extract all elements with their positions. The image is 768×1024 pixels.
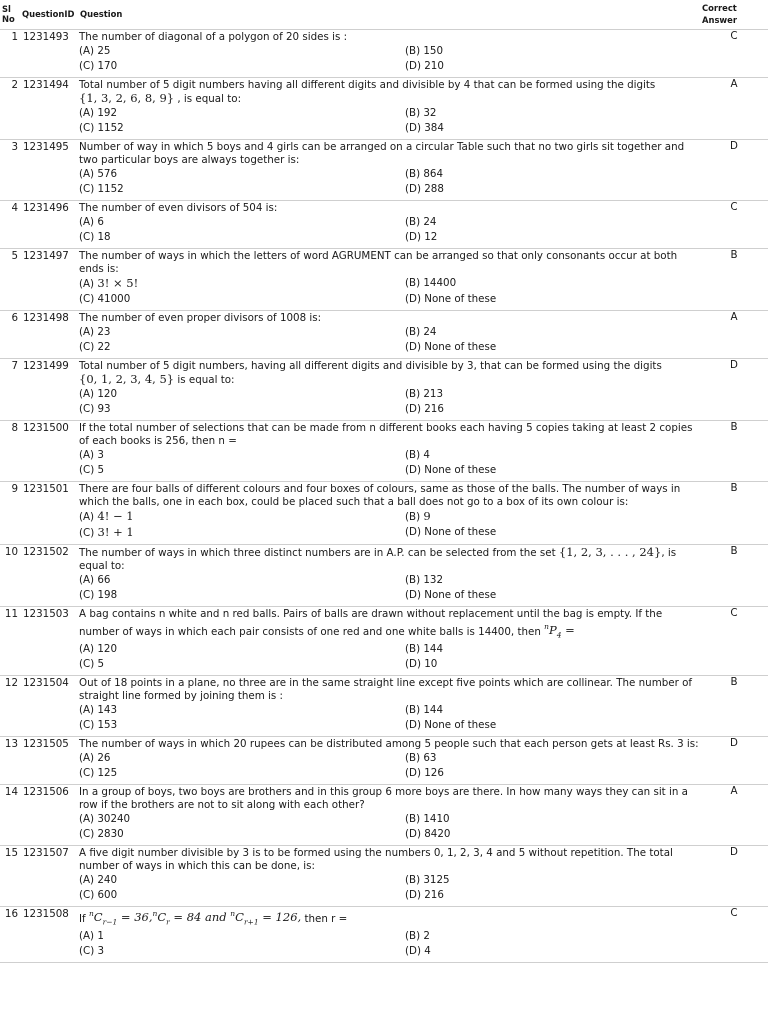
option-a-math: 4! − 1 <box>97 508 134 523</box>
correct-answer: A <box>700 77 768 139</box>
option-d: (D) 288 <box>405 183 444 195</box>
question-text-prefix: If <box>79 912 86 925</box>
option-a: (A) 576 <box>79 167 118 180</box>
option-a: (A) 25 <box>79 44 111 57</box>
question-text-main: The number of ways in which three distinct numbers are in A.P. can be selected from the set <box>79 546 556 559</box>
option-a-label: (A) <box>79 510 95 523</box>
option-d: (D) None of these <box>405 719 497 732</box>
serial-number: 1 <box>0 29 20 77</box>
question-text: Total number of 5 digit numbers having all different digits and divisible by 4 that can be formed using the digits <box>79 78 656 91</box>
question-row <box>0 358 768 420</box>
question-text-line2 <box>79 92 700 106</box>
question-text-tail: , is equal to: <box>174 92 242 105</box>
option-b: (B) 24 <box>405 215 437 228</box>
option-d: (D) 10 <box>405 658 438 671</box>
digit-set: {0, 1, 2, 3, 4, 5} <box>79 371 175 386</box>
option-d: (D) 216 <box>405 889 444 902</box>
options <box>79 812 700 843</box>
option-d: (D) None of these <box>405 341 497 353</box>
question-text: Number of way in which 5 boys and 4 girls can be arranged on a circular Table such that no two girls sit together and two particular boys are always together is: <box>79 140 685 166</box>
question-cell <box>78 310 700 358</box>
question-row <box>0 736 768 784</box>
serial-number: 10 <box>0 544 20 606</box>
serial-number: 15 <box>0 845 20 906</box>
question-cell <box>78 736 700 784</box>
question-id: 1231500 <box>20 420 78 481</box>
question-row <box>0 29 768 77</box>
option-a: (A) 30240 <box>79 812 131 825</box>
option-a: (A) 240 <box>79 873 118 886</box>
serial-number: 9 <box>0 481 20 544</box>
comb-3-val: = 126, <box>258 910 302 925</box>
serial-number: 2 <box>0 77 20 139</box>
serial-number: 16 <box>0 906 20 962</box>
option-b: (B) 150 <box>405 44 444 57</box>
correct-answer: B <box>700 481 768 544</box>
option-b-label: (B) <box>405 510 421 523</box>
option-d: (D) 126 <box>405 767 444 780</box>
header-sl-no: Sl No <box>0 0 20 29</box>
options <box>79 44 700 75</box>
question-id: 1231496 <box>20 200 78 248</box>
question-cell <box>78 845 700 906</box>
header-question: Question <box>78 0 700 29</box>
header-correct-line1: Correct <box>702 3 737 14</box>
question-text <box>79 608 700 642</box>
option-d: (D) 384 <box>405 122 444 134</box>
permutation-expr <box>544 622 575 640</box>
option-d: (D) 216 <box>405 403 444 415</box>
question-row <box>0 200 768 248</box>
question-id: 1231502 <box>20 544 78 606</box>
option-b: (B) 1410 <box>405 812 450 825</box>
question-text <box>79 546 700 573</box>
question-text: The number of even divisors of 504 is: <box>79 201 278 214</box>
options <box>79 573 700 604</box>
option-b-math: 9 <box>423 508 431 523</box>
correct-answer: D <box>700 845 768 906</box>
options <box>79 642 700 673</box>
serial-number: 5 <box>0 248 20 310</box>
option-c: (C) 153 <box>79 719 118 732</box>
question-id: 1231499 <box>20 358 78 420</box>
question-cell <box>78 420 700 481</box>
question-cell <box>78 200 700 248</box>
options <box>79 929 700 960</box>
option-a: (A) 120 <box>79 642 118 655</box>
serial-number: 14 <box>0 784 20 845</box>
options <box>79 703 700 734</box>
question-row <box>0 606 768 675</box>
question-cell <box>78 358 700 420</box>
question-id: 1231503 <box>20 606 78 675</box>
header-correct-line2: Answer <box>702 15 737 26</box>
question-cell <box>78 481 700 544</box>
options <box>79 751 700 782</box>
option-d: (D) 12 <box>405 231 438 243</box>
option-c: (C) 1152 <box>79 183 124 195</box>
options <box>79 167 700 198</box>
options <box>79 448 700 479</box>
question-cell <box>78 675 700 736</box>
question-id: 1231493 <box>20 29 78 77</box>
option-a: (A) 120 <box>79 387 118 400</box>
question-id: 1231504 <box>20 675 78 736</box>
option-c: (C) 3 <box>79 945 105 958</box>
option-c: (C) 600 <box>79 889 118 902</box>
question-id: 1231494 <box>20 77 78 139</box>
option-b: (B) 24 <box>405 325 437 338</box>
digit-set: {1, 3, 2, 6, 8, 9} <box>79 90 175 105</box>
correct-answer: C <box>700 29 768 77</box>
question-cell <box>78 29 700 77</box>
and-word: and <box>201 910 231 925</box>
option-c: (C) 18 <box>79 231 111 243</box>
question-text: The number of ways in which 20 rupees can be distributed among 5 people such that each person gets at least Rs. 3 is: <box>79 737 699 750</box>
correct-answer: C <box>700 200 768 248</box>
option-a-label: (A) <box>79 277 95 290</box>
option-b: (B) 864 <box>405 167 444 180</box>
question-cell <box>78 248 700 310</box>
option-c: (C) 41000 <box>79 293 131 305</box>
option-a: (A) 66 <box>79 573 111 586</box>
option-c-label: (C) <box>79 527 95 539</box>
option-a: (A) 192 <box>79 106 118 119</box>
option-b: (B) 132 <box>405 573 444 586</box>
options <box>79 387 700 418</box>
comb-2-sub: r <box>166 917 170 927</box>
serial-number: 4 <box>0 200 20 248</box>
option-c: (C) 22 <box>79 341 111 353</box>
question-text: The number of ways in which the letters of word AGRUMENT can be arranged so that only consonants occur at both ends is: <box>79 249 678 275</box>
correct-answer: D <box>700 139 768 200</box>
question-id: 1231505 <box>20 736 78 784</box>
option-c: (C) 198 <box>79 589 118 601</box>
option-c: (C) 93 <box>79 403 111 415</box>
comb-1-sub: r−1 <box>102 917 118 927</box>
question-cell <box>78 139 700 200</box>
option-b <box>405 509 695 526</box>
question-cell <box>78 784 700 845</box>
option-b: (B) 144 <box>405 642 444 655</box>
question-id: 1231507 <box>20 845 78 906</box>
question-id: 1231498 <box>20 310 78 358</box>
header-correct-answer <box>700 0 768 29</box>
question-text: In a group of boys, two boys are brothers and in this group 6 more boys are there. In how many ways they can sit in a row if the brothers are not to sit along with each other? <box>79 785 688 811</box>
options <box>79 509 700 542</box>
serial-number: 12 <box>0 675 20 736</box>
option-b: (B) 63 <box>405 751 437 764</box>
question-text-tail: , is equal to: <box>79 546 677 572</box>
serial-number: 7 <box>0 358 20 420</box>
serial-number: 8 <box>0 420 20 481</box>
option-b: (B) 213 <box>405 387 444 400</box>
question-row <box>0 544 768 606</box>
perm-main: P <box>549 623 557 638</box>
perm-sub: 4 <box>556 630 562 640</box>
question-id: 1231508 <box>20 906 78 962</box>
question-cell <box>78 606 700 675</box>
question-row <box>0 248 768 310</box>
option-d: (D) 4 <box>405 945 431 958</box>
question-row <box>0 675 768 736</box>
question-id: 1231495 <box>20 139 78 200</box>
question-row <box>0 139 768 200</box>
header-row <box>0 0 768 29</box>
option-c: (C) 1152 <box>79 122 124 134</box>
correct-answer: A <box>700 310 768 358</box>
question-text: Total number of 5 digit numbers, having all different digits and divisible by 3, that can be formed using the digits <box>79 359 662 372</box>
correct-answer: B <box>700 420 768 481</box>
option-a: (A) 26 <box>79 751 111 764</box>
option-c: (C) 5 <box>79 658 105 671</box>
question-text: If the total number of selections that can be made from n different books each having 5 copies taking at least 2 copies of each books is 256, then n = <box>79 421 693 447</box>
option-c: (C) 5 <box>79 464 105 476</box>
option-d: (D) None of these <box>405 526 497 538</box>
option-b: (B) 144 <box>405 703 444 716</box>
options <box>79 873 700 904</box>
options <box>79 276 700 308</box>
question-cell <box>78 77 700 139</box>
question-row <box>0 77 768 139</box>
option-a: (A) 23 <box>79 325 111 338</box>
option-c: (C) 2830 <box>79 828 124 841</box>
option-a: (A) 3 <box>79 448 104 461</box>
option-d: (D) None of these <box>405 293 497 305</box>
option-b: (B) 2 <box>405 929 430 942</box>
question-text: The number of diagonal of a polygon of 20 sides is : <box>79 30 348 43</box>
question-text <box>79 908 700 929</box>
comb-3: C <box>235 910 244 925</box>
question-id: 1231501 <box>20 481 78 544</box>
option-a: (A) 143 <box>79 703 118 716</box>
option-a <box>79 276 405 293</box>
comb-1: C <box>93 910 103 925</box>
question-row <box>0 845 768 906</box>
option-b: (B) 32 <box>405 106 437 119</box>
comb-3-sub: r+1 <box>243 917 259 927</box>
correct-answer: B <box>700 248 768 310</box>
serial-number: 11 <box>0 606 20 675</box>
question-row <box>0 481 768 544</box>
comb-2: C <box>157 910 167 925</box>
number-set: {1, 2, 3, . . . , 24} <box>558 544 662 559</box>
correct-answer: D <box>700 736 768 784</box>
serial-number: 3 <box>0 139 20 200</box>
correct-answer: C <box>700 606 768 675</box>
option-c: (C) 125 <box>79 767 118 780</box>
correct-answer: A <box>700 784 768 845</box>
question-text-main: A bag contains n white and n red balls. Pairs of balls are drawn without replacement until the bag is empty. If the number of ways in which each pair consists of one red and one white balls is 14400, then <box>79 607 663 638</box>
question-row <box>0 420 768 481</box>
option-b: (B) 14400 <box>405 276 457 289</box>
options <box>79 106 700 137</box>
correct-answer: D <box>700 358 768 420</box>
option-d: (D) 8420 <box>405 828 451 841</box>
question-text-tail: then r = <box>301 912 348 925</box>
question-text: The number of even proper divisors of 1008 is: <box>79 311 322 324</box>
question-row <box>0 310 768 358</box>
question-text: Out of 18 points in a plane, no three are in the same straight line except five points which are collinear. The number of straight line formed by joining them is : <box>79 676 693 702</box>
perm-tail: = <box>561 623 575 638</box>
option-a: (A) 6 <box>79 215 104 228</box>
question-cell <box>78 544 700 606</box>
option-c <box>79 525 405 542</box>
comb-2-val: = 84 <box>169 910 202 925</box>
option-b: (B) 3125 <box>405 873 450 886</box>
serial-number: 13 <box>0 736 20 784</box>
option-d: (D) None of these <box>405 589 497 601</box>
question-text: There are four balls of different colours and four boxes of colours, same as those of the balls. The number of ways in which the balls, one in each box, could be placed such that a ball does not go to a box of its own colour is: <box>79 482 681 508</box>
question-text-line2 <box>79 373 700 387</box>
option-d: (D) None of these <box>405 464 497 476</box>
question-id: 1231497 <box>20 248 78 310</box>
option-a: (A) 1 <box>79 929 104 942</box>
correct-answer: B <box>700 675 768 736</box>
option-a <box>79 509 405 526</box>
option-c-math: 3! + 1 <box>97 525 134 539</box>
question-cell <box>78 906 700 962</box>
correct-answer: B <box>700 544 768 606</box>
question-text: A five digit number divisible by 3 is to be formed using the numbers 0, 1, 2, 3, 4 and 5 without repetition. The total number of ways in which this can be done, is: <box>79 846 673 872</box>
option-c: (C) 170 <box>79 60 118 72</box>
question-id: 1231506 <box>20 784 78 845</box>
question-row <box>0 906 768 962</box>
comb-1-val: = 36, <box>117 910 153 925</box>
option-d: (D) 210 <box>405 60 444 72</box>
options <box>79 215 700 246</box>
combination-expr: $^nC_{r-1} = 36,^nC_r = 84$ and $^nC_{r+1} = 126$, <box>88 909 302 927</box>
correct-answer: C <box>700 906 768 962</box>
perm-sup: n <box>544 622 549 632</box>
options <box>79 325 700 356</box>
option-b: (B) 4 <box>405 448 430 461</box>
question-text-tail: is equal to: <box>174 373 235 386</box>
serial-number: 6 <box>0 310 20 358</box>
option-a-math: 3! × 5! <box>97 275 139 290</box>
header-question-id: QuestionID <box>20 0 78 29</box>
question-row <box>0 784 768 845</box>
